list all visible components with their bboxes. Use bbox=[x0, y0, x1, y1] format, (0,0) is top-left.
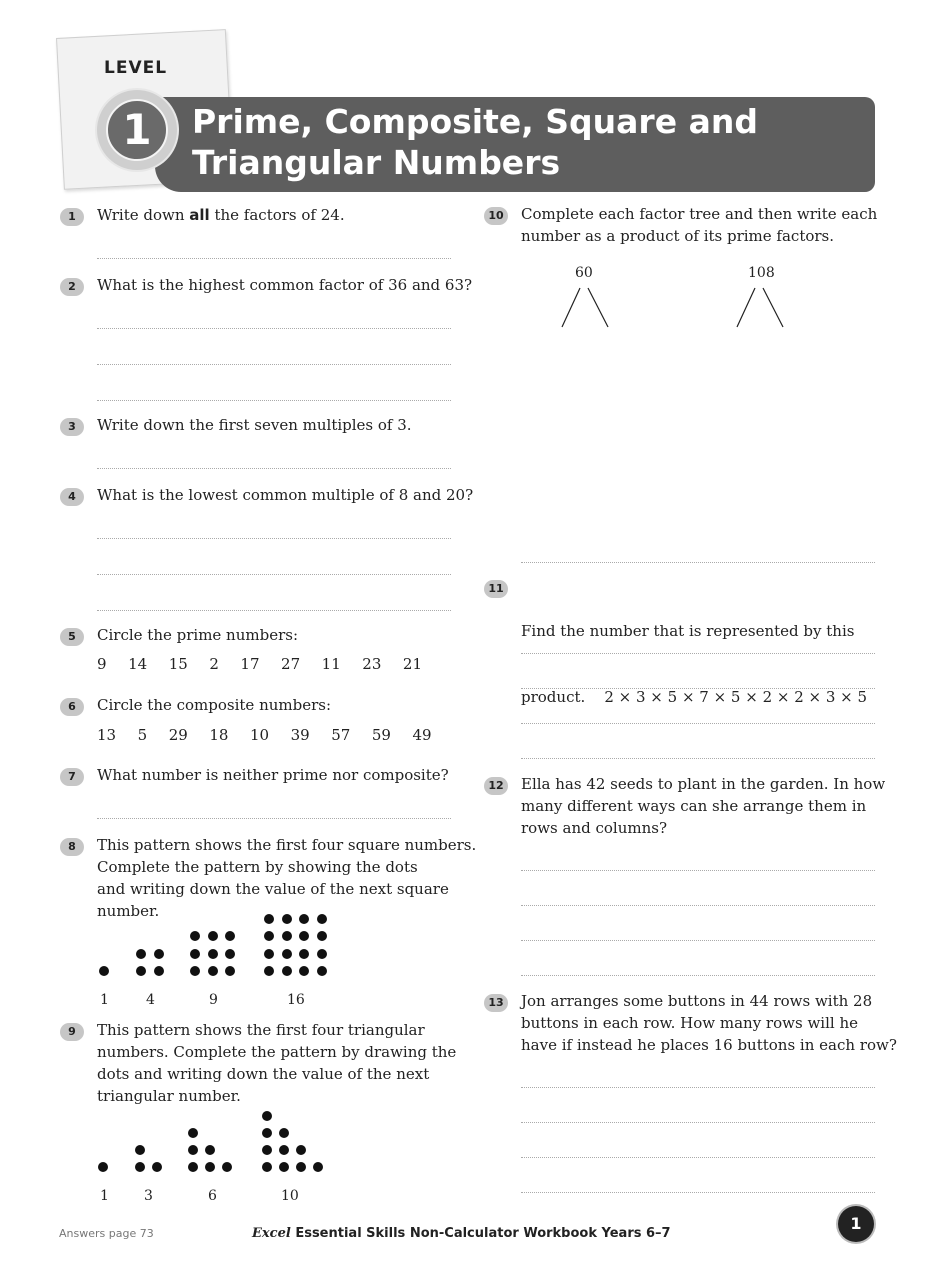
triangle-dot bbox=[262, 1145, 272, 1155]
square-dot bbox=[299, 966, 309, 976]
answer-line[interactable] bbox=[97, 328, 451, 329]
factor-tree-root: 60 bbox=[575, 265, 593, 281]
question-number: 9 bbox=[60, 1023, 84, 1041]
question-text: Circle the prime numbers: bbox=[97, 626, 299, 644]
answer-line[interactable] bbox=[97, 610, 451, 611]
composite-number-list[interactable]: 13 5 29 18 10 39 57 59 49 bbox=[97, 726, 432, 744]
answer-line[interactable] bbox=[521, 562, 875, 563]
answer-line[interactable] bbox=[97, 538, 451, 539]
square-dot bbox=[208, 949, 218, 959]
level-badge bbox=[97, 90, 177, 170]
square-dot bbox=[208, 966, 218, 976]
question-text: What is the lowest common multiple of 8 and 20? bbox=[97, 486, 474, 504]
triangle-label: 1 bbox=[100, 1188, 109, 1204]
square-label: 4 bbox=[146, 992, 155, 1008]
triangle-dot bbox=[135, 1162, 145, 1172]
question-text: Write down the first seven multiples of 3. bbox=[97, 416, 412, 434]
triangle-dot bbox=[98, 1162, 108, 1172]
branch-line bbox=[562, 288, 580, 327]
square-dot bbox=[136, 949, 146, 959]
triangle-label: 10 bbox=[281, 1188, 299, 1204]
answer-line[interactable] bbox=[97, 574, 451, 575]
title-line-1: Prime, Composite, Square and bbox=[192, 102, 758, 141]
square-dot bbox=[264, 966, 274, 976]
square-dot bbox=[208, 931, 218, 941]
square-label: 9 bbox=[209, 992, 218, 1008]
level-label: LEVEL bbox=[104, 58, 168, 78]
question-number: 3 bbox=[60, 418, 84, 436]
triangle-dot bbox=[296, 1145, 306, 1155]
prime-number-list[interactable]: 9 14 15 2 17 27 11 23 21 bbox=[97, 655, 422, 673]
question-number: 12 bbox=[484, 777, 508, 795]
answer-line[interactable] bbox=[97, 258, 451, 259]
square-dot bbox=[282, 931, 292, 941]
square-dot bbox=[154, 966, 164, 976]
triangle-dot bbox=[205, 1145, 215, 1155]
square-dot bbox=[225, 966, 235, 976]
square-dot bbox=[317, 949, 327, 959]
triangle-dot bbox=[279, 1162, 289, 1172]
triangle-dot bbox=[188, 1162, 198, 1172]
square-dot bbox=[317, 966, 327, 976]
answer-line[interactable] bbox=[521, 1192, 875, 1193]
triangle-label: 3 bbox=[144, 1188, 153, 1204]
question-text: This pattern shows the first four square numbers. Complete the pattern by showing the dots and writing down the value of the next square number. bbox=[97, 836, 477, 920]
factor-tree-root: 108 bbox=[748, 265, 775, 281]
square-dot bbox=[225, 949, 235, 959]
answer-line[interactable] bbox=[521, 653, 875, 654]
answer-line[interactable] bbox=[97, 400, 451, 401]
triangle-dot bbox=[279, 1128, 289, 1138]
page-number: 1 bbox=[838, 1206, 874, 1242]
question-text: Ella has 42 seeds to plant in the garden. In how many different ways can she arrange them in rows and columns? bbox=[521, 775, 886, 837]
question-text: Complete each factor tree and then write each number as a product of its prime factors. bbox=[521, 205, 878, 245]
question-text: What is the highest common factor of 36 and 63? bbox=[97, 276, 473, 294]
title-line-2: Triangular Numbers bbox=[192, 143, 561, 182]
square-dot bbox=[264, 931, 274, 941]
level-number: 1 bbox=[106, 99, 168, 161]
triangle-dot bbox=[152, 1162, 162, 1172]
question-text: Jon arranges some buttons in 44 rows with 28 buttons in each row. How many rows will he have if instead he places 16 buttons in each row? bbox=[521, 992, 897, 1054]
branch-line bbox=[588, 288, 608, 327]
question-number: 4 bbox=[60, 488, 84, 506]
question-number: 5 bbox=[60, 628, 84, 646]
answer-line[interactable] bbox=[521, 758, 875, 759]
square-dot bbox=[282, 966, 292, 976]
square-dot bbox=[136, 966, 146, 976]
square-dot bbox=[154, 949, 164, 959]
square-dot bbox=[299, 949, 309, 959]
page-title bbox=[192, 101, 852, 183]
triangle-dot bbox=[279, 1145, 289, 1155]
triangle-dot bbox=[222, 1162, 232, 1172]
answer-line[interactable] bbox=[521, 1157, 875, 1158]
answer-line[interactable] bbox=[521, 870, 875, 871]
answer-line[interactable] bbox=[521, 723, 875, 724]
question-number: 13 bbox=[484, 994, 508, 1012]
question-text: This pattern shows the first four triangular numbers. Complete the pattern by drawing the dots and writing down the value of the next triangular number. bbox=[97, 1021, 457, 1105]
square-dot bbox=[190, 966, 200, 976]
square-dot bbox=[264, 914, 274, 924]
triangle-dot bbox=[262, 1128, 272, 1138]
answer-line[interactable] bbox=[521, 940, 875, 941]
answer-line[interactable] bbox=[521, 1087, 875, 1088]
answers-reference: Answers page 73 bbox=[59, 1227, 154, 1240]
triangle-label: 6 bbox=[208, 1188, 217, 1204]
factor-tree-branches bbox=[555, 285, 795, 335]
question-text: Circle the composite numbers: bbox=[97, 696, 332, 714]
square-dot bbox=[99, 966, 109, 976]
triangle-dot bbox=[188, 1145, 198, 1155]
triangle-dot bbox=[262, 1162, 272, 1172]
answer-line[interactable] bbox=[97, 818, 451, 819]
square-label: 16 bbox=[287, 992, 305, 1008]
triangle-dot bbox=[135, 1145, 145, 1155]
answer-line[interactable] bbox=[521, 975, 875, 976]
triangle-dot bbox=[262, 1111, 272, 1121]
answer-line[interactable] bbox=[97, 468, 451, 469]
question-number: 6 bbox=[60, 698, 84, 716]
triangle-dot bbox=[313, 1162, 323, 1172]
answer-line[interactable] bbox=[521, 1122, 875, 1123]
question-text: Find the number that is represented by this product. 2 × 3 × 5 × 7 × 5 × 2 × 2 × 3 × 5 bbox=[521, 622, 868, 706]
triangle-dot bbox=[205, 1162, 215, 1172]
question-number: 10 bbox=[484, 207, 508, 225]
square-dot bbox=[299, 914, 309, 924]
square-label: 1 bbox=[100, 992, 109, 1008]
square-dot bbox=[225, 931, 235, 941]
square-dot bbox=[264, 949, 274, 959]
book-title: Excel Essential Skills Non-Calculator Workbook Years 6–7 bbox=[252, 1226, 671, 1241]
question-text: Write down all the factors of 24. bbox=[97, 206, 345, 224]
branch-line bbox=[763, 288, 783, 327]
question-number: 2 bbox=[60, 278, 84, 296]
answer-line[interactable] bbox=[521, 688, 875, 689]
question-number: 8 bbox=[60, 838, 84, 856]
triangle-dot bbox=[296, 1162, 306, 1172]
square-dot bbox=[299, 931, 309, 941]
triangle-dot bbox=[188, 1128, 198, 1138]
square-dot bbox=[190, 931, 200, 941]
question-number: 1 bbox=[60, 208, 84, 226]
square-dot bbox=[317, 931, 327, 941]
square-dot bbox=[317, 914, 327, 924]
answer-line[interactable] bbox=[521, 905, 875, 906]
square-dot bbox=[282, 949, 292, 959]
answer-line[interactable] bbox=[97, 364, 451, 365]
square-dot bbox=[282, 914, 292, 924]
square-dot bbox=[190, 949, 200, 959]
question-text: What number is neither prime nor composite? bbox=[97, 766, 449, 784]
question-number: 11 bbox=[484, 580, 508, 598]
branch-line bbox=[737, 288, 755, 327]
question-number: 7 bbox=[60, 768, 84, 786]
